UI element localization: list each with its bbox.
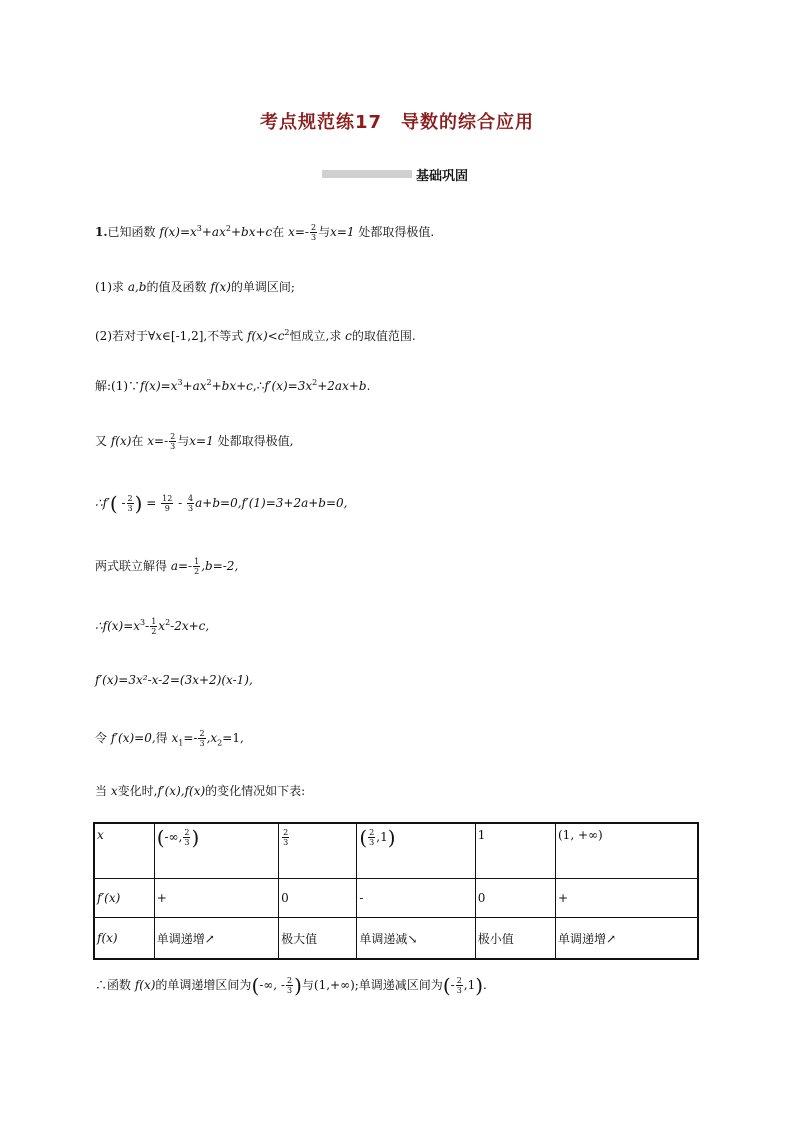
table-cell: f′(x): [94, 879, 154, 918]
problem-stem: 1.已知函数 $f(x)=x^3+ax^2+bx+c$在 x=- $\frac{2}{3}$ 与x=1 处都取得极值.: [95, 223, 435, 242]
solution-conclusion: ∴函数 f(x)的单调递增区间为(-∞, - $\frac{2}{3}$ )与(1,+∞);单调递减区间为(- $\frac{2}{3}$ ,1).: [95, 973, 487, 998]
table-cell: +: [154, 879, 278, 918]
fraction: $\frac{2}{3}$: [199, 729, 205, 748]
section-bar: [322, 170, 412, 178]
fraction: $\frac{1}{2}$: [194, 557, 200, 576]
fraction: $\frac{4}{3}$: [188, 494, 194, 513]
problem-part2: (2)若对于∀x∈[-1,2],不等式 $f(x)<c^2$恒成立,求 c的取值范围.: [95, 328, 416, 343]
solution-line-2: 又 f(x)在 x=- $\frac{2}{3}$ 与x=1 处都取得极值,: [95, 432, 294, 451]
table-cell: ( $\frac{2}{3}$ ,1): [357, 823, 475, 879]
section-label: 基础巩固: [416, 169, 469, 184]
page-title: 考点规范练17 导数的综合应用: [259, 112, 535, 133]
table-row: [94, 823, 698, 879]
table-cell: (-∞, $\frac{2}{3}$ ): [154, 823, 278, 879]
table-cell: f(x): [94, 918, 154, 960]
table-row: [94, 918, 698, 960]
table-cell: 单调递减↘: [357, 918, 475, 960]
table-cell: 单调递增↗: [556, 918, 699, 960]
solution-line-6: f′(x)=3x²-x-2=(3x+2)(x-1),: [95, 673, 253, 687]
solution-line-1: 解$:(1)\because f(x)=x^3+ax^2+bx+c,\therefore f'(x)=3x^2+2ax+b$.: [95, 378, 371, 393]
fraction: $\frac{2}{3}$: [170, 432, 176, 451]
table-cell: $\frac{2}{3}$: [279, 823, 357, 879]
solution-line-5: $\therefore f(x)=x^3-$ $\frac{1}{2}$ $x^2-2x+c$,: [95, 617, 210, 636]
fraction: $\frac{2}{3}$: [127, 494, 133, 513]
table-cell: 单调递增↗: [154, 918, 278, 960]
table-cell: x: [94, 823, 154, 879]
solution-line-3: ∴f′( - $\frac{2}{3}$ ) = $\frac{12}{9}$ - $\frac{4}{3}$ a+b=0,f′(1)=3+2a+b=0,: [95, 491, 348, 516]
fraction: $\frac{2}{3}$: [310, 223, 317, 242]
table-cell: 0: [475, 879, 555, 918]
table-cell: 极大值: [279, 918, 357, 960]
fraction: $\frac{1}{2}$: [151, 617, 157, 636]
table-cell: (1, +∞): [556, 823, 699, 879]
variation-table: [93, 822, 699, 960]
table-row: [94, 879, 698, 918]
fraction: $\frac{12}{9}$: [162, 494, 173, 513]
problem-part1: (1)求 a,b的值及函数 f(x)的单调区间;: [95, 280, 295, 294]
table-cell: 极小值: [475, 918, 555, 960]
table-cell: +: [556, 879, 699, 918]
solution-line-8: 当 x变化时,f′(x),f(x)的变化情况如下表:: [95, 784, 306, 798]
table-cell: 1: [475, 823, 555, 879]
solution-line-4: 两式联立解得 a=- $\frac{1}{2}$ ,b=-2,: [95, 557, 239, 576]
table-cell: 0: [279, 879, 357, 918]
table-cell: -: [357, 879, 475, 918]
solution-line-7: 令 f′(x)=0,得 $x_1=-$ $\frac{2}{3}$ $,x_2=1$,: [95, 729, 244, 748]
